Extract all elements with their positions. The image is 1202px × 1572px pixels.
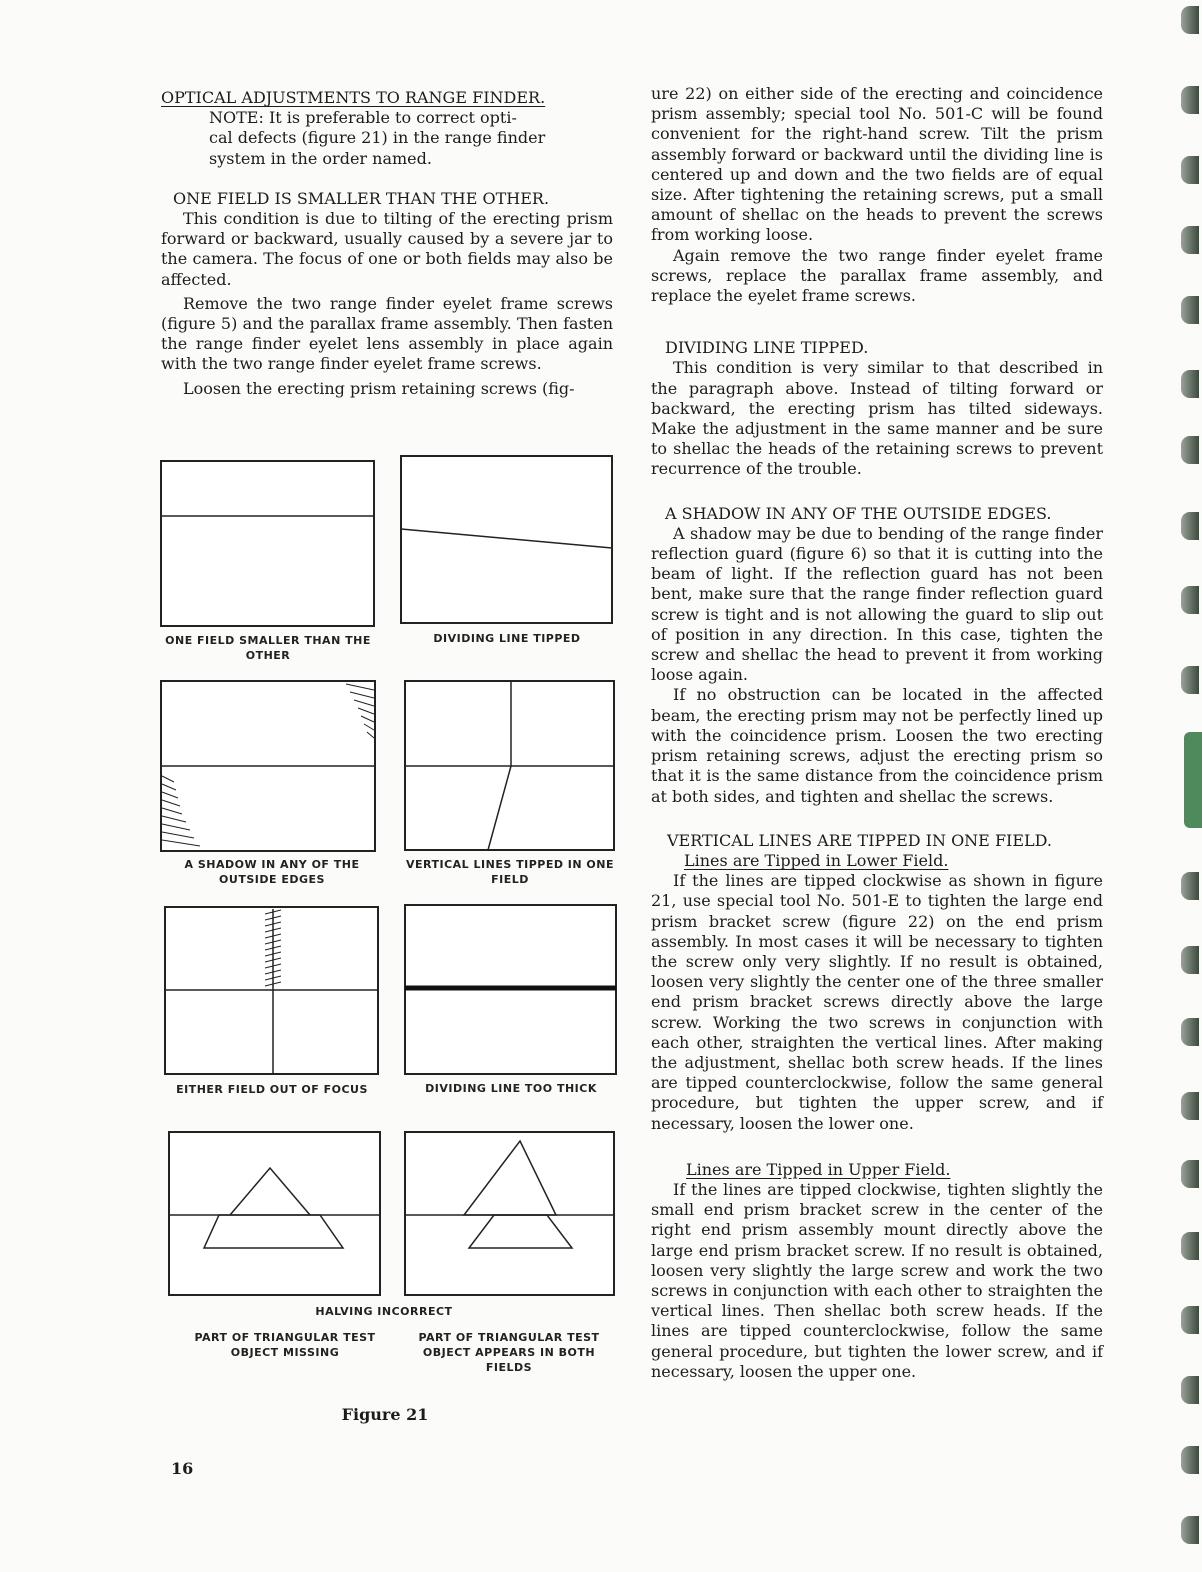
diagram-one-field-smaller <box>160 460 376 628</box>
paragraph: This condition is due to tilting of the erecting prism forward or backward, usually caused by a severe jar to the camera. The focus of one or both fields may also be affected. <box>161 209 613 289</box>
note-block <box>209 108 613 169</box>
paragraph: Remove the two range finder eyelet frame screws (figure 5) and the parallax frame assembly. Then fasten the range finder eyelet lens assembly in place again with the two range finder eyelet frame screws. <box>161 293 613 374</box>
left-column <box>161 88 613 399</box>
binding-ring <box>1181 586 1199 614</box>
paragraph: Loosen the erecting prism retaining screws (fig- <box>183 378 575 398</box>
paragraph: Again remove the two range finder eyelet frame screws, replace the parallax frame assembly, and replace the eyelet frame screws. <box>651 245 1103 306</box>
index-tab <box>1184 732 1202 828</box>
figure-title: Figure 21 <box>341 1405 429 1424</box>
binding-ring <box>1181 86 1199 114</box>
paragraph: A shadow may be due to bending of the range finder reflection guard (figure 6) so that it is cutting into the beam of light. If the reflection guard has not been bent, make sure that the range finder reflection guard screw is tight and is not allowing the guard to slip out of position in any direction. In this case, tighten the screw and shellac the head to prevent it from working loose again. <box>651 523 1103 685</box>
binding-ring <box>1181 1232 1199 1260</box>
binding-ring <box>1181 370 1199 398</box>
subsection-lower-field: Lines are Tipped in Lower Field. <box>684 850 949 870</box>
caption-one-field-smaller: ONE FIELD SMALLER THAN THE OTHER <box>165 634 371 662</box>
paragraph: ure 22) on either side of the erecting and coincidence prism assembly; special tool No. 501-C will be found convenient for the right-hand screw. Tilt the prism assembly forward or backward until the dividing line is centered up and down and the two fields are of equal size. After tightening the retaining screws, put a small amount of shellac on the heads to prevent the screws from working loose. <box>651 84 1103 245</box>
paragraph: If the lines are tipped clockwise, tighten slightly the small end prism bracket screw in the center of the right end prism assembly mount directly above the large end prism bracket screw. If no result is obtained, loosen very slightly the large screw and work the two screws in conjunction with each other to straighten the vertical lines. Then shellac both screw heads. If the lines are tipped counterclockwise, follow the same general procedure, but tighten the lower screw, and if necessary, loosen the upper one. <box>651 1179 1103 1381</box>
binding-ring <box>1181 1306 1199 1334</box>
caption-out-of-focus: EITHER FIELD OUT OF FOCUS <box>176 1083 368 1096</box>
diagram-triangle-both <box>404 1131 616 1297</box>
right-column <box>651 84 1103 1382</box>
caption-triangle-missing: PART OF TRIANGULAR TEST OBJECT MISSING <box>194 1331 376 1359</box>
caption-halving-incorrect: HALVING INCORRECT <box>315 1305 453 1318</box>
main-heading: OPTICAL ADJUSTMENTS TO RANGE FINDER. <box>161 88 546 107</box>
binding-ring <box>1181 1516 1199 1544</box>
note-line-3: system in the order named. <box>209 148 432 168</box>
diagram-shadow-edges <box>160 680 378 854</box>
binding-ring <box>1181 296 1199 324</box>
caption-shadow-edges: A SHADOW IN ANY OF THE OUTSIDE EDGES <box>184 858 360 886</box>
binding-ring <box>1181 156 1199 184</box>
diagram-dividing-line-tipped <box>400 455 614 625</box>
diagram-out-of-focus <box>164 906 380 1076</box>
diagram-line-too-thick <box>404 904 618 1076</box>
paragraph: If the lines are tipped clockwise as shown in figure 21, use special tool No. 501-E to tighten the large end prism bracket screw (figure 22) on the end prism assembly. In most cases it will be necessary to tighten the screw only very slightly. If no result is obtained, loosen very slightly the center one of the three smaller end prism bracket screws directly above the large screw. Working the two screws in conjunction with each other, straighten the vertical lines. After making the adjustment, shellac both screw heads. If the lines are tipped counterclockwise, follow the same general procedure, but tighten the upper screw, and if necessary, loosen the lower one. <box>651 871 1103 1133</box>
page-number: 16 <box>171 1459 194 1478</box>
section-one-field-title: ONE FIELD IS SMALLER THAN THE OTHER. <box>173 188 550 208</box>
note-line-2: cal defects (figure 21) in the range finder <box>209 128 546 148</box>
caption-dividing-line-tipped: DIVIDING LINE TIPPED <box>433 632 581 645</box>
caption-line-too-thick: DIVIDING LINE TOO THICK <box>425 1082 597 1095</box>
binding-ring <box>1181 1160 1199 1188</box>
binding-ring <box>1181 1446 1199 1474</box>
binding-ring <box>1181 1018 1199 1046</box>
binding-ring <box>1181 6 1199 34</box>
caption-vertical-lines-tipped: VERTICAL LINES TIPPED IN ONE FIELD <box>406 858 614 886</box>
section-dividing-line-title: DIVIDING LINE TIPPED. <box>665 338 869 358</box>
diagram-triangle-missing <box>168 1131 382 1297</box>
binding-ring <box>1181 226 1199 254</box>
binding-ring <box>1181 1376 1199 1404</box>
binding-ring <box>1181 872 1199 900</box>
binding-ring <box>1181 946 1199 974</box>
caption-triangle-both: PART OF TRIANGULAR TEST OBJECT APPEARS IN BOTH FIELDS <box>418 1331 600 1374</box>
spiral-binding <box>1178 0 1202 1572</box>
binding-ring <box>1181 512 1199 540</box>
subsection-upper-field: Lines are Tipped in Upper Field. <box>686 1159 951 1179</box>
binding-ring <box>1181 666 1199 694</box>
section-vertical-lines-title: VERTICAL LINES ARE TIPPED IN ONE FIELD. <box>667 830 1053 850</box>
note-line-1: NOTE: It is preferable to correct opti- <box>209 108 517 128</box>
paragraph: This condition is very similar to that described in the paragraph above. Instead of tilting forward or backward, the erecting prism has tilted sideways. Make the adjustment in the same manner and be sure to shellac the heads of the retaining screws to prevent recurrence of the trouble. <box>651 358 1103 479</box>
diagram-vertical-lines-tipped <box>404 680 616 852</box>
binding-ring <box>1181 436 1199 464</box>
paragraph: If no obstruction can be located in the affected beam, the erecting prism may not be perfectly lined up with the coincidence prism. Loosen the two erecting prism retaining screws, adjust the erecting prism so that it is the same distance from the coincidence prism at both sides, and tighten and shellac the screws. <box>651 685 1103 806</box>
section-shadow-title: A SHADOW IN ANY OF THE OUTSIDE EDGES. <box>665 503 1052 523</box>
binding-ring <box>1181 1092 1199 1120</box>
